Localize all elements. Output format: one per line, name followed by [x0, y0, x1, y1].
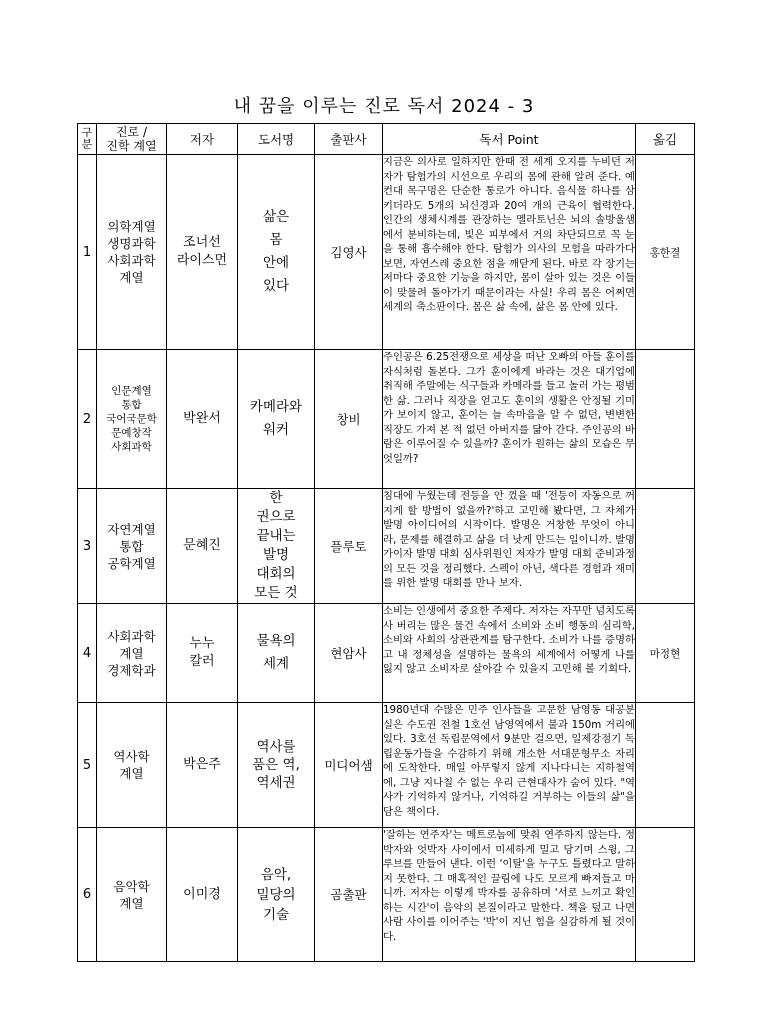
row-mover: [636, 703, 695, 828]
row-book: 한 권으로 끝내는 발명 대회의 모든 것: [238, 489, 315, 604]
row-author: 조너선 라이스먼: [167, 155, 238, 350]
row-num: 2: [78, 350, 97, 489]
header-mover: 옮김: [636, 124, 695, 155]
row-num: 3: [78, 489, 97, 604]
header-book: 도서명: [238, 124, 315, 155]
row-mover: 홍한결: [636, 155, 695, 350]
table-row: [78, 604, 695, 703]
header-num: 구 분: [78, 124, 97, 155]
table-row: [78, 350, 695, 489]
row-track: 음악학 계열: [97, 828, 167, 962]
row-publisher: 곰출판: [315, 828, 383, 962]
row-author: 이미경: [167, 828, 238, 962]
row-mover: [636, 350, 695, 489]
header-track: 진로 / 진학 계열: [97, 124, 167, 155]
row-point: 지금은 의사로 일하지만 한때 전 세계 오지를 누비던 저자가 탐험가의 시선으로 우리의 몸에 관해 알려 준다. 예컨대 목구멍은 단순한 통로가 아니다. 음식물 하나를 삼키더라도 5개의 뇌신경과 20여 개의 근육이 협력한다. 인간의 생체시계를 관장하는 멜라토닌은 뇌의 솔방울샘에서 분비하는데, 빛은 피부에서 거의 차단되므로 꼭 눈을 통해 흡수해야 한다. 탐험가 의사의 모험을 따라가다 보면, 자연스레 중요한 점을 깨닫게 된다. 바로 각 장기는 저마다 중요한 기능을 하지만, 몸이 살아 있는 것은 이들이 맞물려 돌아가기 때문이라는 사실! 우리 몸은 어쩌면 세계의 축소판이다. 몸은 삶 속에, 삶은 몸 안에 있다.: [383, 155, 636, 350]
table-row: [78, 703, 695, 828]
row-book: 물욕의 세계: [238, 604, 315, 703]
table-row: [78, 489, 695, 604]
row-publisher: 김영사: [315, 155, 383, 350]
row-author: 박완서: [167, 350, 238, 489]
row-publisher: 플루토: [315, 489, 383, 604]
row-track: 역사학 계열: [97, 703, 167, 828]
header-row: [78, 124, 695, 155]
row-mover: [636, 489, 695, 604]
row-mover: 마정현: [636, 604, 695, 703]
header-author: 저자: [167, 124, 238, 155]
row-publisher: 창비: [315, 350, 383, 489]
row-mover: [636, 828, 695, 962]
row-point: 주인공은 6.25전쟁으로 세상을 떠난 오빠의 아들 훈이를 자식처럼 돌본다. 그가 훈이에게 바라는 것은 대기업에 취직해 주말에는 식구들과 카메라를 들고 놀러 가는 평범한 삶. 그러나 직장을 얻고도 훈이의 생활은 안정될 기미가 보이지 않고, 훈이는 늘 속마음을 알 수 없던, 변변한 직장도 가져 본 적 없던 아버지를 닮아 간다. 주인공의 바람은 이루어질 수 있을까? 훈이가 원하는 삶의 모습은 무엇일까?: [383, 350, 636, 489]
row-publisher: 미디어샘: [315, 703, 383, 828]
row-track: 자연계열 통합 공학계열: [97, 489, 167, 604]
row-track: 인문계열 통합 국어국문학 문예창작 사회과학: [97, 350, 167, 489]
row-author: 누누 칼러: [167, 604, 238, 703]
row-point: 침대에 누웠는데 전등을 안 껐을 때 '전등이 자동으로 꺼지게 할 방법이 없을까?'하고 고민해 봤다면, 그 자체가 발명 아이디어의 시작이다. 발명은 거창한 무엇이 아니라, 문제를 해결하고 삶을 더 낫게 만드는 일이니까. 발명가이자 발명 대회 심사위원인 저자가 발명 대회 준비과정의 모든 것을 정리했다. 스펙이 아닌, 색다른 경험과 재미를 위한 발명 대회를 만나 보자.: [383, 489, 636, 604]
row-book: 역사를 품은 역, 역세권: [238, 703, 315, 828]
table-row: [78, 828, 695, 962]
row-num: 6: [78, 828, 97, 962]
table-row: [78, 155, 695, 350]
row-publisher: 현암사: [315, 604, 383, 703]
row-point: 1980년대 수많은 민주 인사들을 고문한 남영동 대공분실은 수도권 전철 1호선 남영역에서 불과 150m 거리에 있다. 3호선 독립문역에서 9분만 걸으면, 일제강점기 독립운동가들을 수감하기 위해 개소한 서대문형무소 자리에 도착한다. 매일 아무렇지 않게 지나다니는 지하철역에, 그냥 지나칠 수 없는 우리 근현대사가 숨어 있다. "역사가 기억하지 않거나, 기억하길 거부하는 이들의 삶"을 담은 책이다.: [383, 703, 636, 828]
row-num: 5: [78, 703, 97, 828]
row-num: 4: [78, 604, 97, 703]
row-track: 의학계열 생명과학 사회과학 계열: [97, 155, 167, 350]
reading-list-table: [77, 123, 695, 962]
header-point: 독서 Point: [383, 124, 636, 155]
row-book: 음악, 밀당의 기술: [238, 828, 315, 962]
row-author: 박은주: [167, 703, 238, 828]
row-author: 문혜진: [167, 489, 238, 604]
row-point: '잘하는 연주자'는 메트로놈에 맞춰 연주하지 않는다. 정박자와 엇박자 사이에서 미세하게 밀고 당기며 스윙, 그루브를 만들어 낸다. 이런 '이탈'을 누구도 틀렸다고 말하지 못한다. 그 매혹적인 끌림에 나도 모르게 빠져들고 마니까. 저자는 이렇게 박자를 공유하며 '서로 느끼고 확인하는 시간'이 음악의 본질이라고 말한다. 책을 덮고 나면 사람 사이를 이어주는 '박'이 지닌 힘을 실감하게 될 것이다.: [383, 828, 636, 962]
row-point: 소비는 인생에서 중요한 주제다. 저자는 자꾸만 넘치도록 사 버리는 많은 물건 속에서 소비와 소비 행동의 심리학, 소비와 사회의 상관관계를 탐구한다. 소비가 나를 증명하고 내 정체성을 설명하는 물욕의 세계에서 어떻게 나를 잃지 않고 소비자로 살아갈 수 있을지 고민해 볼 기회다.: [383, 604, 636, 703]
row-num: 1: [78, 155, 97, 350]
header-publisher: 출판사: [315, 124, 383, 155]
row-track: 사회과학 계열 경제학과: [97, 604, 167, 703]
page-title: 내 꿈을 이루는 진로 독서 2024 - 3: [233, 96, 535, 117]
row-book: 삶은 몸 안에 있다: [238, 155, 315, 350]
row-book: 카메라와 워커: [238, 350, 315, 489]
